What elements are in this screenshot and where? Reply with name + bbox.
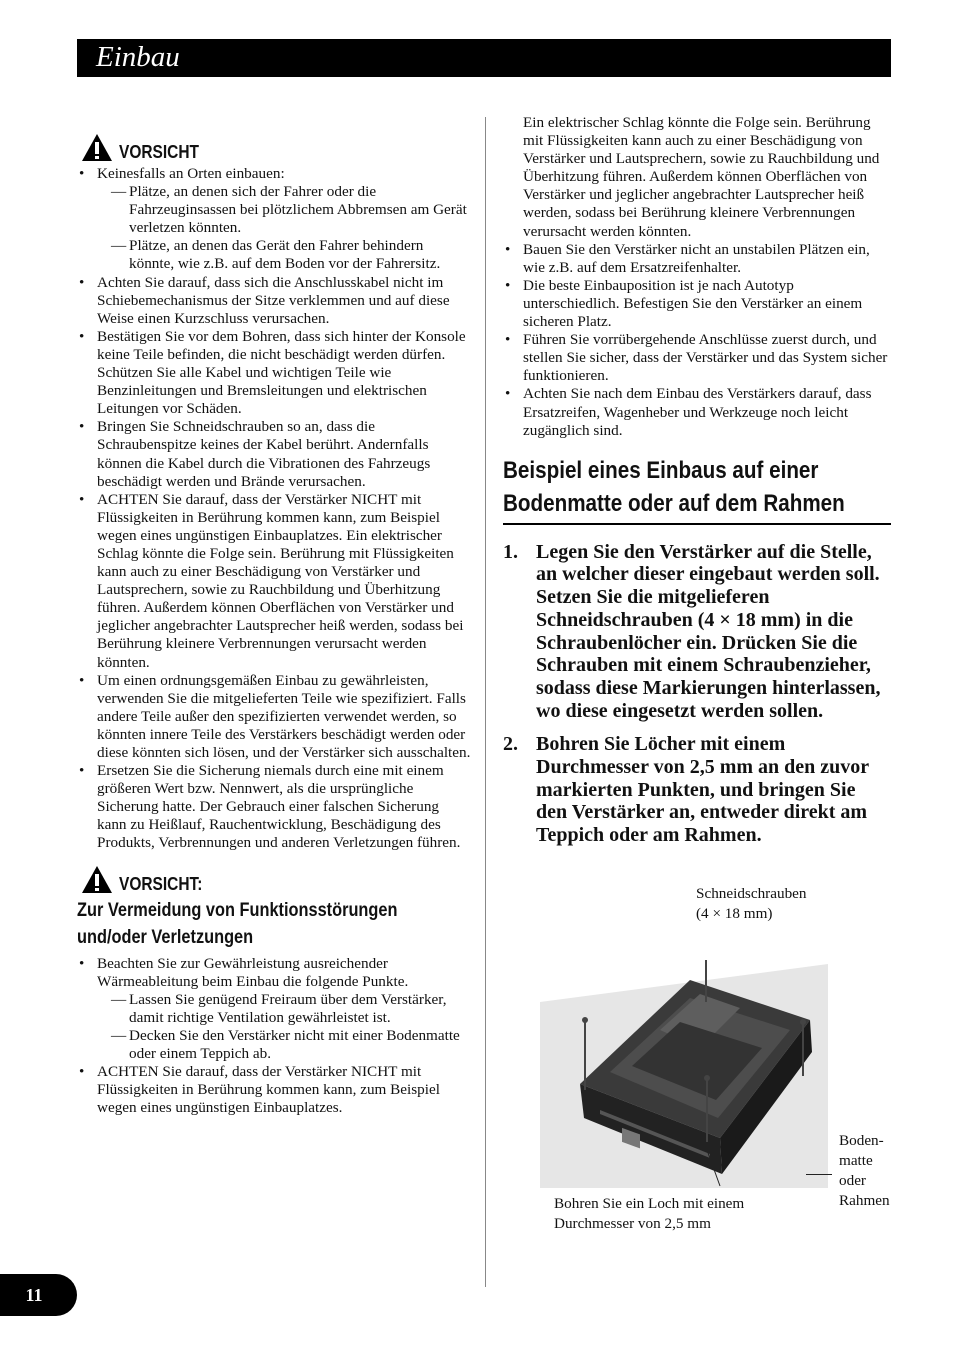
mat-caption-line: Rahmen (839, 1192, 890, 1209)
caution-subheading: Zur Vermeidung von Funktionsstörungen und/oder Verletzungen (77, 899, 398, 948)
sub-list-item: — Plätze, an denen das Gerät den Fahrer behindern könnte, wie z.B. auf dem Boden vor der Fahrersitz. (77, 237, 472, 273)
list-item: • Bestätigen Sie vor dem Bohren, dass sich hinter der Konsole keine Teile befinden, die nicht beschädigt werden dürfen. Schützen Sie alle Kabel und wichtigen Teile wie Benzinleitungen und Bremsleitungen und elektrischen Leitungen vor Schäden. (77, 328, 472, 418)
step-number: 2. (503, 733, 518, 756)
right-column (503, 114, 893, 858)
drill-caption (554, 1194, 744, 1234)
amplifier-illustration (540, 960, 828, 1188)
caution-list-1 (77, 165, 472, 853)
mat-caption-line: oder (839, 1172, 866, 1189)
sub-list-item: — Plätze, an denen sich der Fahrer oder die Fahrzeuginsassen bei plötzlichem Abbremsen am Gerät verletzen könnten. (77, 183, 472, 237)
list-item: • Achten Sie nach dem Einbau des Verstärkers darauf, dass Ersatzreifen, Wagenheber und Werkzeuge noch leicht zugänglich sind. (503, 385, 893, 439)
list-item: • Bringen Sie Schneidschrauben so an, dass die Schraubenspitze keines der Kabel berührt. Andernfalls können die Kabel durch die Vibrationen des Fahrzeugs beschädigt werden und Brände verursachen. (77, 418, 472, 490)
drill-caption-line: Bohren Sie ein Loch mit einem (554, 1195, 745, 1212)
section-rule (503, 523, 891, 525)
mat-caption-line: matte (839, 1152, 873, 1169)
steps-list (503, 541, 893, 847)
right-bullet-list (503, 241, 893, 440)
step-text: Legen Sie den Verstärker auf die Stelle, an welcher dieser eingebaut werden soll. Setzen Sie die mitgelieferen Schneidschrauben (4 × 18 mm) in die Schraubenlöcher ein. Drücken Sie die Schrauben mit einem Schraubenzieher, sodass diese Markierungen hinterlassen, wo diese eingesetzt werden sollen. (536, 540, 881, 722)
page-number: 11 (25, 1285, 43, 1305)
mat-caption-line: Boden- (839, 1132, 884, 1149)
warning-icon (81, 133, 113, 162)
step-item (503, 733, 871, 847)
screw-caption (696, 884, 807, 924)
step-number: 1. (503, 540, 518, 563)
caution-list-2 (77, 955, 472, 1118)
caution-label: VORSICHT: (119, 873, 203, 894)
sub-list-item: — Lassen Sie genügend Freiraum über dem Verstärker, damit richtige Ventilation gewährleistet ist. (77, 991, 472, 1027)
column-divider (485, 117, 486, 1287)
list-item (77, 955, 472, 1064)
caution-heading-2 (81, 865, 472, 894)
step-item (503, 541, 893, 723)
list-item-text: Beachten Sie zur Gewährleistung ausreichender Wärmeableitung beim Einbau die folgende Punkte. (97, 954, 409, 990)
list-item: • ACHTEN Sie darauf, dass der Verstärker NICHT mit Flüssigkeiten in Berührung kommen kann, zum Beispiel wegen eines ungünstigen Einbauplatzes. Ein elektrischer Schlag könnte die Folge sein. Berührung mit Flüssigkeiten kann auch zu einer Beschädigung von Verstärker und Lautsprechern, sowie zu Rauchbildung und Überhitzung führen. Außerdem können Oberflächen von Verstärker und jeglicher angebrachter Lautsprecher heiß werden, sodass bei Berührung kleinere Verbrennungen verursacht werden könnten. (77, 491, 472, 672)
step-text: Bohren Sie Löcher mit einem Durchmesser von 2,5 mm an den zuvor markierten Punkten, und bringen Sie den Verstärker an, entweder direkt am Teppich oder am Rahmen. (536, 733, 869, 847)
screw-caption-line: (4 × 18 mm) (696, 905, 773, 922)
list-item: • Bauen Sie den Verstärker nicht an unstabilen Plätzen ein, wie z.B. auf dem Ersatzreifenhalter. (503, 241, 893, 277)
list-item: • Die beste Einbauposition ist je nach Autotyp unterschiedlich. Befestigen Sie den Verstärker an einem sicheren Platz. (503, 277, 893, 331)
screw-caption-line: Schneidschrauben (696, 885, 807, 902)
sub-list-item: — Decken Sie den Verstärker nicht mit einer Bodenmatte oder einem Teppich ab. (77, 1027, 472, 1063)
mat-caption (839, 1131, 890, 1211)
list-item: • ACHTEN Sie darauf, dass der Verstärker NICHT mit Flüssigkeiten in Berührung kommen kann, zum Beispiel wegen eines ungünstigen Einbauplatzes. (77, 1063, 472, 1117)
section-title: Beispiel eines Einbaus auf einer Bodenmatte oder auf dem Rahmen (503, 456, 845, 517)
mat-leader-line (806, 1174, 832, 1175)
page-number-tab (0, 1274, 77, 1316)
list-item: • Ersetzen Sie die Sicherung niemals durch eine mit einem größeren Wert bzw. Nennwert, als die ursprüngliche Sicherung hatte. Der Gebrauch einer falschen Sicherung kann zu Heißlauf, Rauchentwicklung, Beschädigung des Produkts, Verbrennungen und anderen Verletzungen führen. (77, 762, 472, 852)
continued-text: Ein elektrischer Schlag könnte die Folge sein. Berührung mit Flüssigkeiten kann auch zu einer Beschädigung von Verstärker und Lautsprechern, sowie zu Rauchbildung und Überhitzung führen. Außerdem können Oberflächen von Verstärker und jeglicher angebrachter Lautsprecher heiß werden, sodass bei Berührung kleinere Verbrennungen verursacht werden könnten. (523, 114, 880, 240)
list-item-text: Keinesfalls an Orten einbauen: (97, 165, 285, 182)
page-title: Einbau (96, 41, 180, 73)
drill-caption-line: Durchmesser von 2,5 mm (554, 1215, 711, 1232)
list-item: • Achten Sie darauf, dass sich die Anschlusskabel nicht im Schiebemechanismus der Sitze verklemmen und auf diese Weise einen Kurzschluss verursachen. (77, 274, 472, 328)
list-item (77, 165, 472, 274)
caution-label: VORSICHT (119, 142, 199, 162)
header-bar (77, 39, 891, 77)
warning-icon (81, 865, 113, 894)
list-item: • Führen Sie vorrübergehende Anschlüsse zuerst durch, und stellen Sie sicher, dass der Verstärker und das System sicher funktionieren. (503, 331, 893, 385)
left-column (77, 133, 472, 1117)
list-item: • Um einen ordnungsgemäßen Einbau zu gewährleisten, verwenden Sie die mitgelieferten Teile wie spezifiziert. Falls andere Teile außer den spezifizierten verwendet werden, so könnten innere Teile des Verstärkers beschädigt werden oder diese könnten sich lösen, und der Verstärker sich ausschalten. (77, 672, 472, 762)
caution-heading-1 (81, 133, 472, 162)
